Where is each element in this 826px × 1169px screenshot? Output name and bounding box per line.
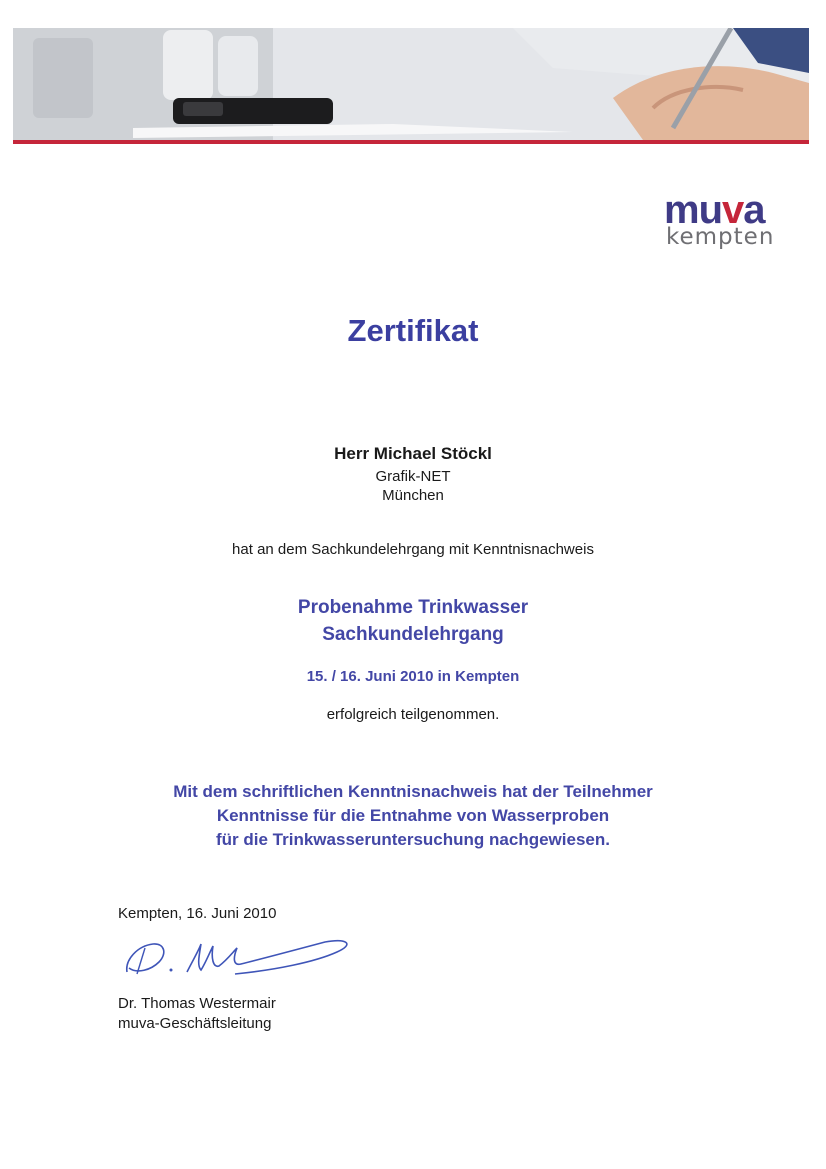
statement-line-3: für die Trinkwasseruntersuchung nachgewiesen. xyxy=(216,830,610,849)
intro-text: hat an dem Sachkundelehrgang mit Kenntnisnachweis xyxy=(232,541,594,558)
logo-location: kempten xyxy=(666,224,775,250)
signer-name: Dr. Thomas Westermair xyxy=(118,995,276,1012)
header-divider xyxy=(13,140,809,144)
recipient-name: Herr Michael Stöckl xyxy=(334,444,492,463)
statement-line-2: Kenntnisse für die Entnahme von Wasserproben xyxy=(216,806,610,825)
page-title: Zertifikat xyxy=(347,313,479,348)
place-date: Kempten, 16. Juni 2010 xyxy=(118,905,277,922)
course-dates: 15. / 16. Juni 2010 in Kempten xyxy=(306,668,520,685)
muva-logo xyxy=(664,190,806,260)
result-text: erfolgreich teilgenommen. xyxy=(326,706,500,723)
statement-line-1: Mit dem schriftlichen Kenntnisnachweis hat der Teilnehmer xyxy=(173,782,653,801)
signature xyxy=(115,930,355,985)
course-title-line1: Probenahme Trinkwasser xyxy=(297,597,529,618)
header-photo xyxy=(13,28,809,140)
logo-wordmark: muva xyxy=(664,188,765,232)
signer-role: muva-Geschäftsleitung xyxy=(118,1015,272,1032)
header-photo-illustration xyxy=(13,28,809,140)
course-title-line2: Sachkundelehrgang xyxy=(322,624,504,645)
recipient-city: München xyxy=(382,487,444,504)
recipient-company: Grafik-NET xyxy=(375,468,451,485)
